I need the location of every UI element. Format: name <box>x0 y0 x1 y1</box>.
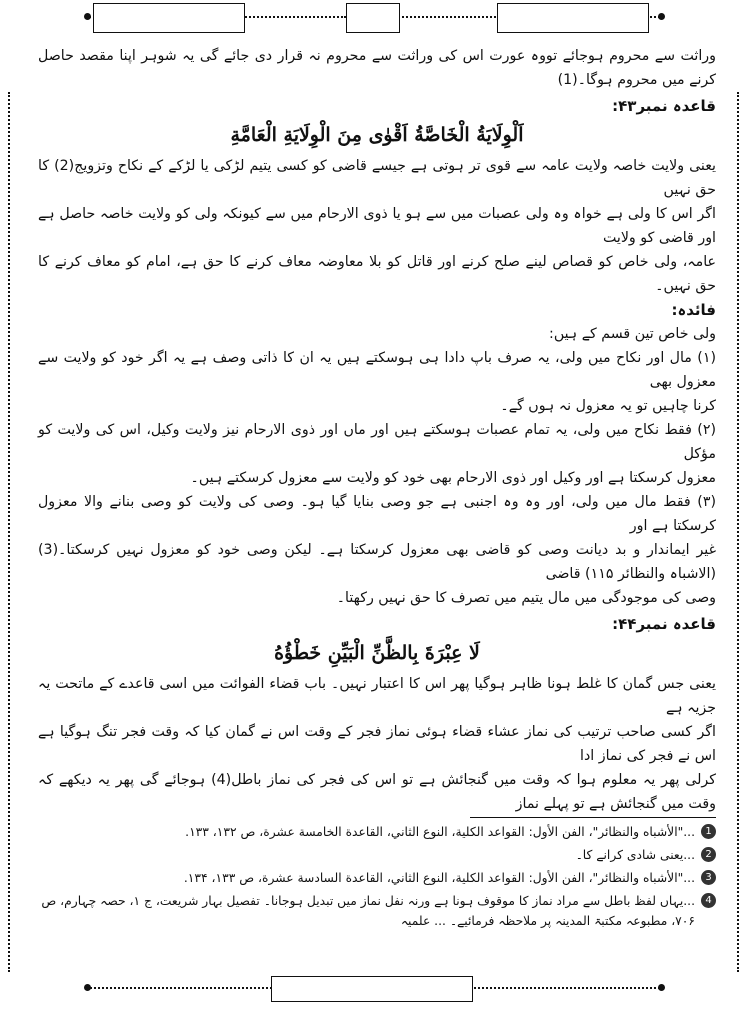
rule-43-arabic-title: اَلْوِلَايَةُ الْخَاصَّةُ اَقْوٰى مِنَ الْوِلَايَةِ الْعَامَّةِ <box>230 124 524 146</box>
rule-44-heading: قاعدہ نمبر۴۴: <box>612 615 716 633</box>
page-body <box>38 44 716 816</box>
footnote-separator <box>470 817 716 818</box>
footnote-number-badge: 2 <box>701 847 716 862</box>
top-continuation-line: وراثت سے محروم ہوجائے تووہ عورت اس کی وراثت سے محروم نہ قرار دی جائے گی یہ شوہر اپنا مقصد حاصل کرنے میں محروم ہوگا۔(1) <box>38 48 716 88</box>
footnote-number-badge: 4 <box>701 893 716 908</box>
right-border-line <box>737 92 739 972</box>
top-border-cap-left <box>84 13 91 20</box>
footnote-3 <box>38 868 716 888</box>
footnote-number-badge: 1 <box>701 824 716 839</box>
faida-line-3: کرنا چاہیں تو یہ معزول نہ ہوں گے۔ <box>500 398 716 414</box>
rule-44-arabic-title: لَا عِبْرَةَ بِالظَّنِّ الْبَيِّنِ خَطْؤُهُ <box>274 642 480 664</box>
faida-line-4: (۲) فقط نکاح میں ولی، یہ تمام عصبات ہوسکتے ہیں اور ماں اور ذوی الارحام نیز ولایت وکیل، اس کی ولایت کو مؤکل <box>38 422 716 462</box>
footnote-text: ..."الأشباه والنظائر"، الفن الأول: القواعد الكلية، النوع الثاني، القاعدة السادسة عشرة، ص ۱۳۳، ۱۳۴. <box>183 871 695 885</box>
rule-43-heading: قاعدہ نمبر۴۳: <box>612 97 716 115</box>
faida-line-1: ولی خاص تین قسم کے ہیں: <box>549 326 716 342</box>
bottom-border-cap-right <box>658 984 665 991</box>
footnote-text: ...یہاں لفظ باطل سے مراد نماز کا موقوف ہونا ہے ورنہ نفل نماز میں تبدیل ہوجانا۔ تفصیل بہار شریعت، ج ۱، حصہ چہارم، ص ۷۰۶، مطبوعہ مکتبۃ المدینہ پر ملاحظہ فرمائیے۔ ... علمیہ <box>41 894 695 928</box>
rule-43-line-3: عامہ، ولی خاص کو قصاص لینے صلح کرنے اور قاتل کو بلا معاوضہ معاف کرنے کا حق ہے، امام کو معاف کرنے کا حق نہیں۔ <box>38 254 716 294</box>
footnotes <box>38 822 716 934</box>
footnote-2 <box>38 845 716 865</box>
faida-line-2: (۱) مال اور نکاح میں ولی، یہ صرف باپ دادا ہی ہوسکتے ہیں یہ ان کا ذاتی وصف ہے یہ اگر خود کو ولایت سے معزول بھی <box>38 350 716 390</box>
header-box-left <box>93 3 245 33</box>
rule-44-line-1: یعنی جس گمان کا غلط ہونا ظاہر ہوگیا پھر اس کا اعتبار نہیں۔ باب قضاء الفوائت میں اسی قاعدے کے ماتحت یہ جزیہ ہے <box>38 676 716 716</box>
header-box-right <box>497 3 649 33</box>
footer-box <box>271 976 473 1002</box>
faida-line-5: معزول کرسکتا ہے اور وکیل اور ذوی الارحام بھی خود کو ولایت سے معزول کرسکتے ہیں۔ <box>190 470 716 486</box>
faida-line-7: غیر ایماندار و بد دیانت وصی کو قاضی بھی معزول کرسکتا ہے۔ لیکن وصی خود کو معزول نہیں کرسکتا۔(3) (الاشباہ والنظائر ۱۱۵) قاضی <box>38 542 716 582</box>
rule-44-line-3: کرلی پھر یہ معلوم ہوا کہ وقت میں گنجائش ہے تو اس کی فجر کی نماز باطل(4) ہوجائے گی پھر یہ دیکھے کہ وقت میں گنجائش ہے تو پہلے نماز <box>38 772 716 812</box>
footnote-4 <box>38 891 716 931</box>
rule-43-line-2: اگر اس کا ولی ہے خواہ وہ ولی عصبات میں سے ہو یا ذوی الارحام میں سے کیونکہ ولی کو ولایت خاصہ حاصل ہے اور قاضی کو ولایت <box>38 206 716 246</box>
rule-43-line-1: یعنی ولایت خاصہ ولایت عامہ سے قوی تر ہوتی ہے جیسے قاضی کو کسی یتیم لڑکی یا لڑکے کے نکاح وتزویج(2) کا حق نہیں <box>38 158 716 198</box>
bottom-border-cap-left <box>84 984 91 991</box>
faida-line-8: وصی کی موجودگی میں مال یتیم میں تصرف کا حق نہیں رکھتا۔ <box>336 590 716 606</box>
footnote-number-badge: 3 <box>701 870 716 885</box>
header-box-center <box>346 3 400 33</box>
footnote-text: ...یعنی شادی کرانے کا۔ <box>575 848 695 862</box>
top-border-cap-right <box>658 13 665 20</box>
faida-line-6: (۳) فقط مال میں ولی، اور وہ وہ اجنبی ہے جو وصی بنایا گیا ہو۔ وصی کی ولایت کو وصی بنانے والا معزول کرسکتا ہے اور <box>38 494 716 534</box>
rule-44-line-2: اگر کسی صاحب ترتیب کی نماز عشاء قضاء ہوئی نماز فجر کے وقت اس نے گمان کیا کہ وقت فجر تنگ ہوگیا ہے اس نے فجر کی نماز ادا <box>38 724 716 764</box>
footnote-1 <box>38 822 716 842</box>
footnote-text: ..."الأشباه والنظائر"، الفن الأول: القواعد الكلية، النوع الثاني، القاعدة الخامسة عشرة، ص ۱۳۲، ۱۳۳. <box>185 825 695 839</box>
faida-heading: فائدہ: <box>671 301 716 319</box>
left-border-line <box>8 92 10 972</box>
